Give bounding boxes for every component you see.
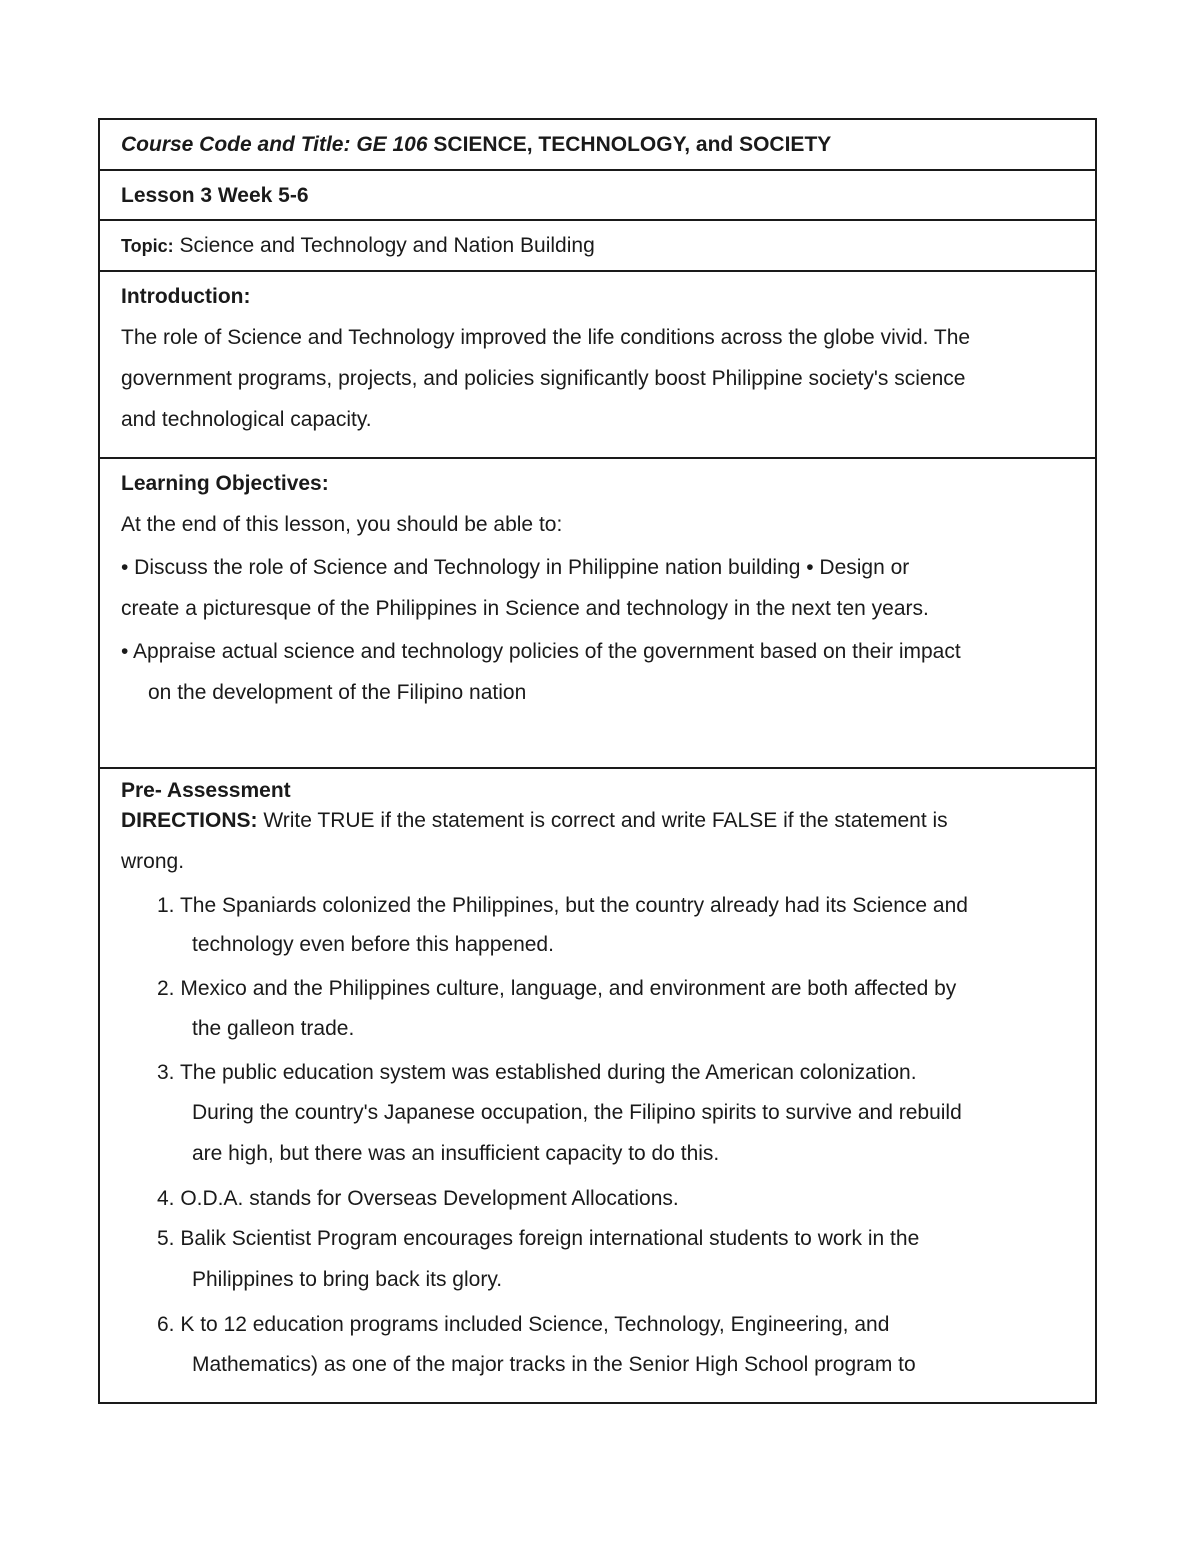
topic-line [121,234,595,258]
assessment-item-continuation: technology even before this happened. [192,933,554,956]
directions-label: DIRECTIONS: [121,809,258,832]
assessment-item-continuation: Mathematics) as one of the major tracks in the Senior High School program to [192,1353,916,1376]
directions-line [121,809,948,833]
assessment-item: 1. The Spaniards colonized the Philippines, but the country already had its Science and [157,894,968,917]
course-row [100,120,1095,171]
directions-continuation: wrong. [121,850,185,873]
course-code: GE 106 [356,133,428,156]
lesson-label: Lesson 3 Week 5-6 [121,184,309,207]
assessment-item-continuation: Philippines to bring back its glory. [192,1268,503,1291]
assessment-item-continuation: are high, but there was an insufficient capacity to do this. [192,1142,720,1165]
introduction-line: The role of Science and Technology improved the life conditions across the globe vivid. The [121,326,971,349]
topic-value: Science and Technology and Nation Building [179,234,595,257]
course-title: SCIENCE, TECHNOLOGY, and SOCIETY [433,133,832,156]
topic-row [100,221,1095,272]
introduction-row [100,272,1095,459]
lesson-table [98,118,1097,1404]
assessment-item: 6. K to 12 education programs included Science, Technology, Engineering, and [157,1313,890,1336]
objectives-intro: At the end of this lesson, you should be able to: [121,513,563,536]
course-line [121,133,831,157]
assessment-item: 4. O.D.A. stands for Overseas Development Allocations. [157,1187,679,1210]
objective-line: • Discuss the role of Science and Technology in Philippine nation building • Design or [121,556,910,579]
assessment-item: 3. The public education system was established during the American colonization. [157,1061,917,1084]
introduction-heading: Introduction: [121,285,251,308]
pre-assessment-row [100,769,1095,1402]
introduction-line: government programs, projects, and policies significantly boost Philippine society's science [121,367,966,390]
introduction-line: and technological capacity. [121,408,372,431]
objective-line: on the development of the Filipino nation [148,681,527,704]
objectives-row [100,459,1095,769]
objectives-heading: Learning Objectives: [121,472,329,495]
lesson-row [100,171,1095,221]
assessment-item: 5. Balik Scientist Program encourages foreign international students to work in the [157,1227,920,1250]
directions-text: Write TRUE if the statement is correct and write FALSE if the statement is [257,809,948,832]
objective-line: • Appraise actual science and technology policies of the government based on their impact [121,640,961,663]
assessment-item: 2. Mexico and the Philippines culture, language, and environment are both affected by [157,977,957,1000]
course-label: Course Code and Title: [121,133,351,156]
assessment-item-continuation: the galleon trade. [192,1017,355,1040]
objective-line: create a picturesque of the Philippines in Science and technology in the next ten years. [121,597,929,620]
assessment-item-continuation: During the country's Japanese occupation, the Filipino spirits to survive and rebuild [192,1101,962,1124]
topic-label: Topic: [121,236,174,256]
pre-assessment-heading: Pre- Assessment [121,779,291,802]
